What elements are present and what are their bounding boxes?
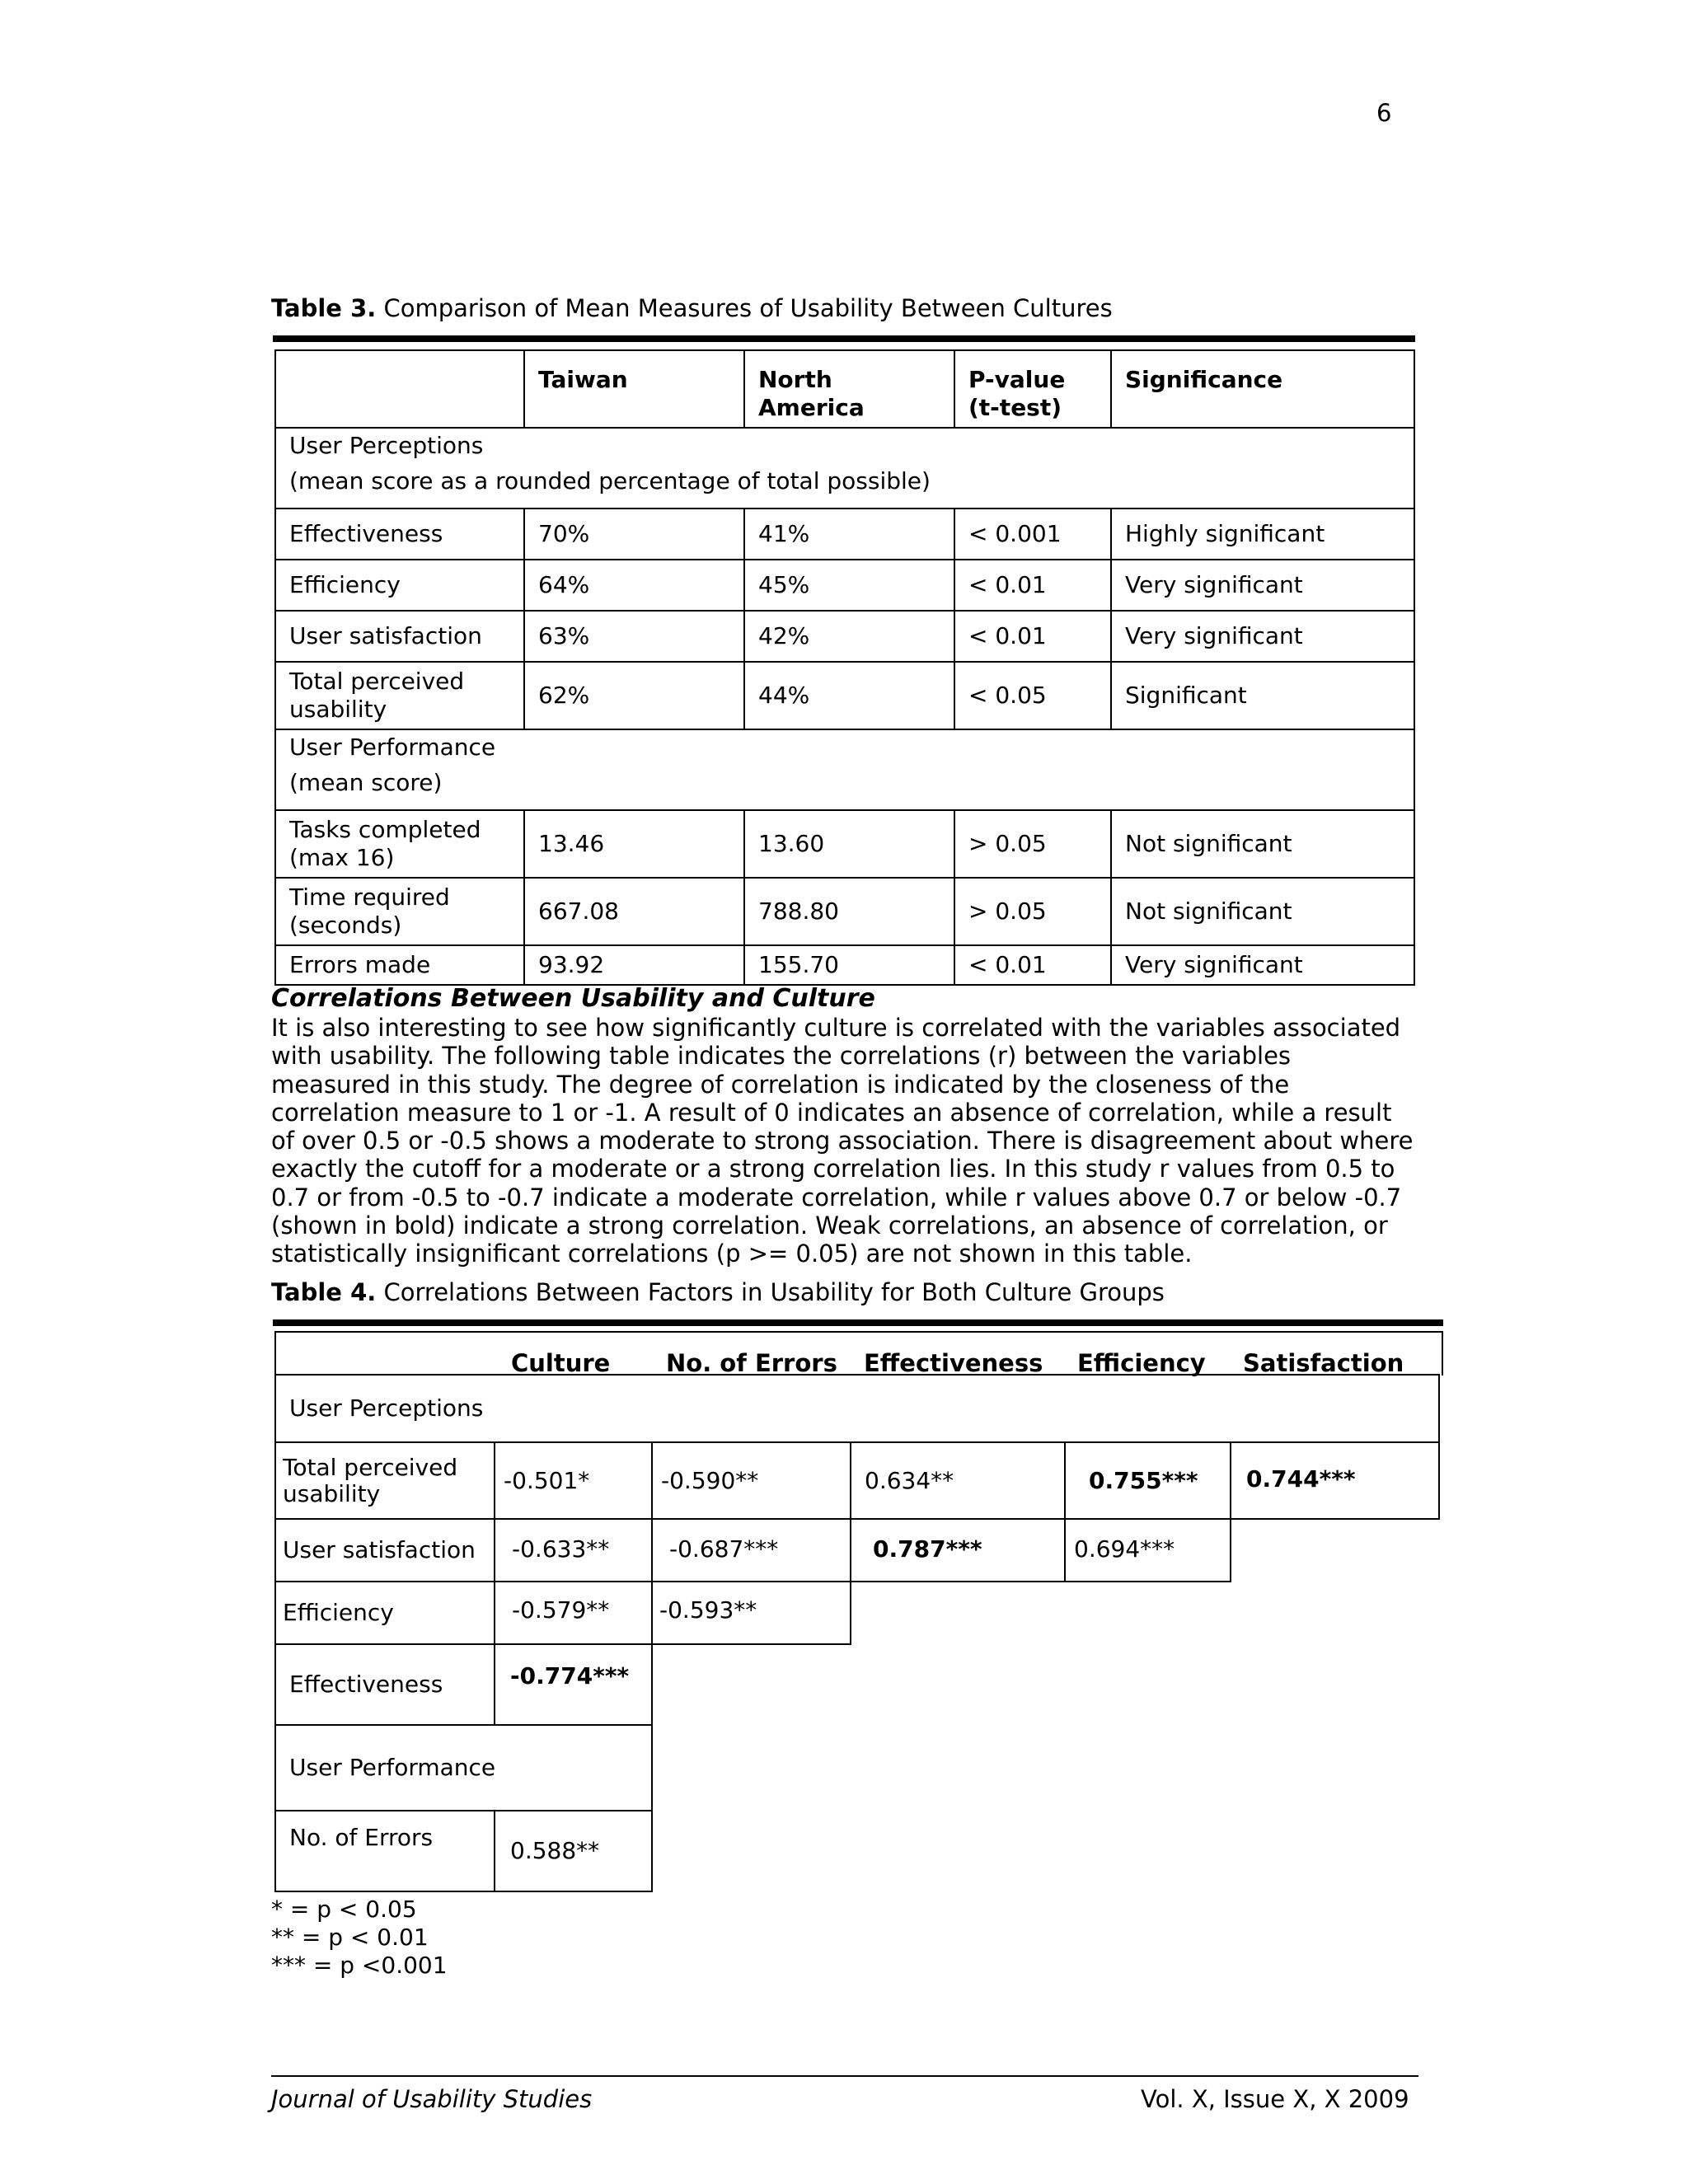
- table3-cell: 44%: [744, 662, 954, 729]
- table3-group-subtitle: (mean score): [289, 769, 443, 796]
- table4-cell: -0.501*: [494, 1441, 653, 1520]
- table-row: [275, 560, 1414, 611]
- table4-caption: [271, 1277, 1165, 1307]
- table-row: [275, 810, 1414, 878]
- table3-cell: 155.70: [744, 945, 954, 985]
- table4-row-label-text: Effectiveness: [289, 1671, 443, 1698]
- table4-cell-strong: 0.787***: [850, 1518, 1066, 1582]
- table4-cell: 0.588**: [494, 1810, 653, 1892]
- table3-cell: Very significant: [1111, 611, 1414, 662]
- table-row: [275, 878, 1414, 945]
- table3-header-cell: Taiwan: [524, 350, 744, 428]
- table3-group-row: [275, 428, 1414, 509]
- table3-cell: 70%: [524, 509, 744, 560]
- table-row: [275, 611, 1414, 662]
- table4-row-label: [274, 1643, 495, 1726]
- table3-cell: < 0.05: [954, 662, 1111, 729]
- table4-row-label: [274, 1581, 495, 1645]
- table3-cell: 788.80: [744, 878, 954, 945]
- table3-cell: > 0.05: [954, 810, 1111, 878]
- table3-cell: < 0.001: [954, 509, 1111, 560]
- table4-cell: -0.633**: [494, 1518, 653, 1582]
- table3-cell: Very significant: [1111, 945, 1414, 985]
- table3-header-cell: North America: [744, 350, 954, 428]
- table3-cell: 13.46: [524, 810, 744, 878]
- table3-cell: < 0.01: [954, 560, 1111, 611]
- table4-group-performance: [274, 1724, 653, 1811]
- table4-row-label-text: No. of Errors: [289, 1824, 434, 1851]
- table3-cell: 63%: [524, 611, 744, 662]
- table3-cell: < 0.01: [954, 945, 1111, 985]
- table3-cell: 667.08: [524, 878, 744, 945]
- table3-cell: Significant: [1111, 662, 1414, 729]
- table4-cell-strong: 0.755***: [1064, 1441, 1231, 1520]
- table3-cell: 41%: [744, 509, 954, 560]
- table4-cell: -0.593**: [651, 1581, 851, 1645]
- table-row: [275, 945, 1414, 985]
- table4-group-label: User Performance: [289, 1754, 496, 1781]
- table4-caption-label: Table 4.: [271, 1278, 377, 1306]
- table3-header-cell: Significance: [1111, 350, 1414, 428]
- table3-top-rule: [273, 335, 1415, 342]
- table3-caption: [271, 293, 1113, 323]
- table4-row-label-text: User satisfaction: [283, 1536, 476, 1563]
- section-heading: Correlations Between Usability and Culture: [271, 984, 875, 1013]
- legend-item: * = p < 0.05: [271, 1896, 417, 1923]
- footer-journal: Journal of Usability Studies: [271, 2085, 593, 2113]
- body-paragraph: It is also interesting to see how significantly culture is correlated with the variables associated with usability. The following table indicates the correlations (r) between the variables measured in this study. The degree of correlation is indicated by the closeness of the correlation measure to 1 or -1. A result of 0 indicates an absence of correlation, while a result of over 0.5 or -0.5 shows a moderate to strong association. There is disagreement about where exactly the cutoff for a moderate or a strong correlation lies. In this study r values from 0.5 to 0.7 or from -0.5 to -0.7 indicate a moderate correlation, while r values above 0.7 or below -0.7 (shown in bold) indicate a strong correlation. Weak correlations, an absence of correlation, or statistically insignificant correlations (p >= 0.05) are not shown in this table.: [271, 1014, 1414, 1268]
- table4-header-culture: Culture: [511, 1349, 611, 1377]
- table3-cell: 64%: [524, 560, 744, 611]
- table3-cell: < 0.01: [954, 611, 1111, 662]
- table-row: [275, 662, 1414, 729]
- table3-cell: 93.92: [524, 945, 744, 985]
- legend-item: ** = p < 0.01: [271, 1924, 429, 1951]
- table4-row-label: [274, 1518, 495, 1582]
- table3-group-row: [275, 729, 1414, 810]
- table4-header-efficiency: Efficiency: [1077, 1349, 1206, 1377]
- page-number: 6: [1376, 99, 1392, 127]
- table3-cell: User satisfaction: [275, 611, 524, 662]
- table3-group-subtitle: (mean score as a rounded percentage of total possible): [289, 467, 931, 494]
- table4-header-satisfaction: Satisfaction: [1243, 1349, 1404, 1377]
- table3-cell: Efficiency: [275, 560, 524, 611]
- table4-row-label: [274, 1441, 495, 1520]
- table4-cell: 0.634**: [850, 1441, 1066, 1520]
- table4-cell: -0.590**: [651, 1441, 851, 1520]
- table3-header-cell: P-value (t-test): [954, 350, 1111, 428]
- table4-caption-text: Correlations Between Factors in Usability for Both Culture Groups: [383, 1278, 1165, 1306]
- table3-cell: > 0.05: [954, 878, 1111, 945]
- table3: [274, 349, 1415, 986]
- table3-cell: 62%: [524, 662, 744, 729]
- table3-cell: Very significant: [1111, 560, 1414, 611]
- significance-legend: [271, 1896, 448, 1980]
- table3-header-cell: [275, 350, 524, 428]
- table4-cell: -0.687***: [651, 1518, 851, 1582]
- table3-cell: Effectiveness: [275, 509, 524, 560]
- table4-cell: -0.579**: [494, 1581, 653, 1645]
- table4-header-errors: No. of Errors: [666, 1349, 837, 1377]
- table4-group-perceptions: [274, 1374, 1440, 1443]
- table3-cell: Not significant: [1111, 878, 1414, 945]
- table4-cell: 0.694***: [1064, 1518, 1231, 1582]
- table3-cell: Highly significant: [1111, 509, 1414, 560]
- table3-group-title: User Performance: [289, 733, 496, 761]
- table3-cell: Total perceived usability: [275, 662, 524, 729]
- table4-top-rule: [273, 1319, 1443, 1326]
- table3-caption-label: Table 3.: [271, 294, 377, 322]
- table3-group-title: User Perceptions: [289, 432, 484, 459]
- table3-cell: Errors made: [275, 945, 524, 985]
- table3-header-row: [275, 350, 1414, 428]
- legend-item: *** = p <0.001: [271, 1952, 448, 1979]
- table4-header-effectiveness: Effectiveness: [864, 1349, 1043, 1377]
- table3-cell: Time required (seconds): [275, 878, 524, 945]
- table4-group-label: User Perceptions: [289, 1394, 484, 1422]
- footer-issue: Vol. X, Issue X, X 2009: [1141, 2085, 1409, 2113]
- table4-row-label: [274, 1810, 495, 1892]
- table3-cell: Not significant: [1111, 810, 1414, 878]
- table3-cell: 45%: [744, 560, 954, 611]
- table3-cell: Tasks completed (max 16): [275, 810, 524, 878]
- table4-row-label-text: Total perceived usability: [283, 1453, 458, 1507]
- table3-caption-text: Comparison of Mean Measures of Usability Between Cultures: [383, 294, 1113, 322]
- table-row: [275, 509, 1414, 560]
- table4-cell-strong: -0.774***: [494, 1643, 653, 1726]
- table4-row-label-text: Efficiency: [283, 1599, 394, 1626]
- table3-cell: 13.60: [744, 810, 954, 878]
- footer-rule: [271, 2075, 1418, 2077]
- table4-cell-strong: 0.744***: [1230, 1441, 1440, 1520]
- table3-cell: 42%: [744, 611, 954, 662]
